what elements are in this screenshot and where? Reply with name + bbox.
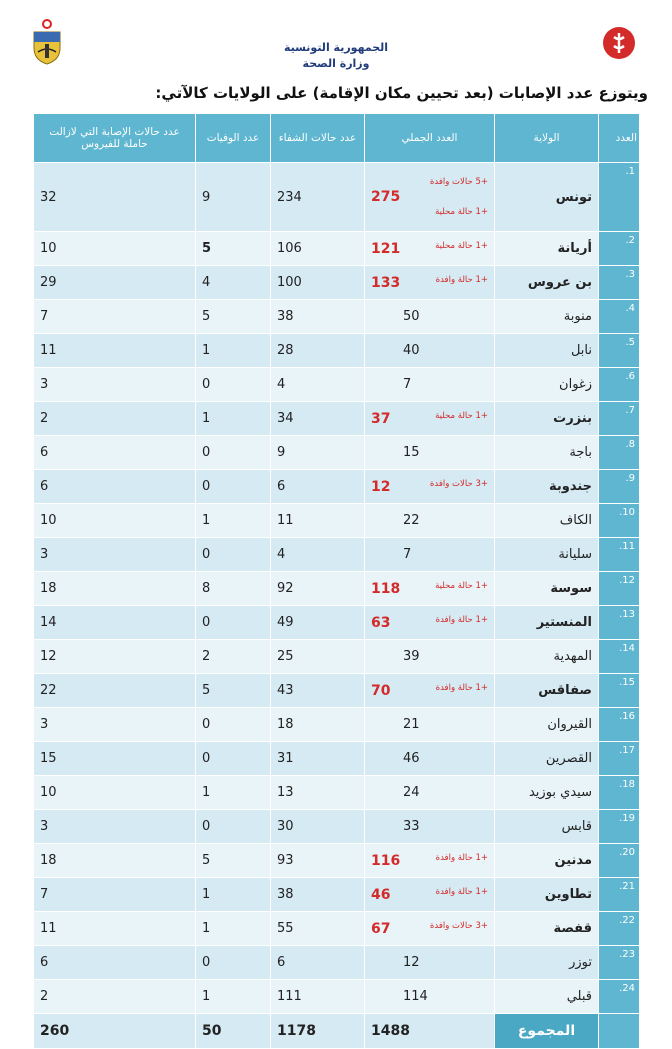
row-total [365, 844, 495, 878]
row-index: 11. [599, 538, 640, 572]
row-governorate: تطاوين [495, 878, 599, 912]
row-note: +1 حالة وافدة [435, 682, 488, 693]
row-note: +3 حالات وافدة [429, 478, 488, 489]
row-recovered: 28 [271, 334, 365, 368]
row-carriers: 3 [34, 708, 196, 742]
row-index: 19. [599, 810, 640, 844]
header-index: العدد [599, 114, 640, 163]
table-row [34, 810, 640, 844]
table-row [34, 912, 640, 946]
row-deaths: 1 [196, 878, 271, 912]
row-total [365, 232, 495, 266]
row-note: +1 حالة وافدة [435, 274, 488, 285]
row-carriers: 14 [34, 606, 196, 640]
row-total-value: 24 [403, 785, 420, 800]
row-index: 6. [599, 368, 640, 402]
row-deaths: 1 [196, 980, 271, 1014]
row-recovered: 43 [271, 674, 365, 708]
row-governorate: مدنين [495, 844, 599, 878]
row-note: +1 حالة محلية [435, 240, 488, 251]
totals-carriers: 260 [34, 1014, 196, 1049]
row-carriers: 6 [34, 470, 196, 504]
table-row [34, 708, 640, 742]
row-deaths: 0 [196, 946, 271, 980]
row-note: +1 حالة وافدة [435, 886, 488, 897]
row-note: +1 حالة محلية [435, 580, 488, 591]
row-index: 17. [599, 742, 640, 776]
row-recovered: 111 [271, 980, 365, 1014]
republic-label: الجمهورية التونسية [283, 41, 389, 54]
row-recovered: 93 [271, 844, 365, 878]
row-carriers: 10 [34, 776, 196, 810]
row-total [365, 266, 495, 300]
row-total [365, 504, 495, 538]
row-total-value: 46 [403, 751, 420, 766]
row-total [365, 538, 495, 572]
row-governorate: باجة [495, 436, 599, 470]
table-row [34, 946, 640, 980]
row-index: 4. [599, 300, 640, 334]
row-governorate: بنزرت [495, 402, 599, 436]
row-note: +3 حالات وافدة [429, 920, 488, 931]
row-governorate: تونس [495, 163, 599, 232]
header-deaths: عدد الوفيات [196, 114, 271, 163]
row-total [365, 470, 495, 504]
table-row [34, 163, 640, 232]
row-index: 24. [599, 980, 640, 1014]
row-deaths: 0 [196, 606, 271, 640]
row-total [365, 436, 495, 470]
row-recovered: 34 [271, 402, 365, 436]
totals-deaths: 50 [196, 1014, 271, 1049]
row-carriers: 6 [34, 436, 196, 470]
row-recovered: 6 [271, 470, 365, 504]
row-index: 13. [599, 606, 640, 640]
row-carriers: 3 [34, 368, 196, 402]
row-index: 14. [599, 640, 640, 674]
row-index: 21. [599, 878, 640, 912]
row-recovered: 30 [271, 810, 365, 844]
row-governorate: نابل [495, 334, 599, 368]
row-total-value: 15 [403, 445, 420, 460]
row-recovered: 4 [271, 368, 365, 402]
row-carriers: 7 [34, 878, 196, 912]
row-carriers: 15 [34, 742, 196, 776]
row-total-value: 12 [403, 955, 420, 970]
row-governorate: بن عروس [495, 266, 599, 300]
ministry-title [0, 40, 672, 72]
row-governorate: القصرين [495, 742, 599, 776]
table-row [34, 980, 640, 1014]
row-governorate: القيروان [495, 708, 599, 742]
table-row [34, 402, 640, 436]
ministry-label: وزارة الصحة [302, 57, 370, 70]
row-total-value: 7 [403, 377, 412, 392]
row-carriers: 18 [34, 844, 196, 878]
row-recovered: 9 [271, 436, 365, 470]
table-row [34, 674, 640, 708]
table-row [34, 470, 640, 504]
row-deaths: 1 [196, 776, 271, 810]
row-deaths: 5 [196, 232, 271, 266]
header-recovered: عدد حالات الشفاء [271, 114, 365, 163]
row-total-value: 116 [371, 852, 401, 869]
row-carriers: 18 [34, 572, 196, 606]
totals-label: المجموع [495, 1014, 599, 1049]
totals-row [34, 1014, 640, 1049]
row-total [365, 368, 495, 402]
row-recovered: 6 [271, 946, 365, 980]
row-carriers: 3 [34, 538, 196, 572]
row-total-value: 121 [371, 240, 401, 257]
row-total [365, 402, 495, 436]
row-total-value: 40 [403, 343, 420, 358]
row-carriers: 7 [34, 300, 196, 334]
row-carriers: 2 [34, 402, 196, 436]
row-total-value: 33 [403, 819, 420, 834]
row-index: 2. [599, 232, 640, 266]
row-total [365, 334, 495, 368]
row-note: +5 حالات وافدة [429, 177, 488, 187]
row-deaths: 9 [196, 163, 271, 232]
table-row [34, 266, 640, 300]
row-total-value: 133 [371, 274, 401, 291]
row-total [365, 912, 495, 946]
cases-table [33, 113, 640, 1049]
row-recovered: 55 [271, 912, 365, 946]
row-deaths: 8 [196, 572, 271, 606]
row-total-value: 50 [403, 309, 420, 324]
row-deaths: 5 [196, 674, 271, 708]
row-governorate: المنستير [495, 606, 599, 640]
row-note: +1 حالة وافدة [435, 614, 488, 625]
row-index: 16. [599, 708, 640, 742]
row-recovered: 106 [271, 232, 365, 266]
row-deaths: 5 [196, 300, 271, 334]
row-total-value: 118 [371, 580, 401, 597]
row-recovered: 234 [271, 163, 365, 232]
intro-text: ويتوزع عدد الإصابات (بعد تحيين مكان الإقامة) على الولايات كالآتي: [155, 84, 648, 102]
row-index: 5. [599, 334, 640, 368]
row-carriers: 11 [34, 334, 196, 368]
row-carriers: 11 [34, 912, 196, 946]
row-total-value: 275 [371, 189, 401, 205]
row-governorate: أريانة [495, 232, 599, 266]
table-row [34, 606, 640, 640]
row-deaths: 0 [196, 810, 271, 844]
row-index: 8. [599, 436, 640, 470]
table-header-row [34, 114, 640, 163]
row-carriers: 29 [34, 266, 196, 300]
row-index: 1. [599, 163, 640, 232]
row-deaths: 1 [196, 912, 271, 946]
row-total-value: 7 [403, 547, 412, 562]
row-carriers: 32 [34, 163, 196, 232]
row-recovered: 38 [271, 300, 365, 334]
table-row [34, 844, 640, 878]
row-governorate: سيدي بوزيد [495, 776, 599, 810]
row-deaths: 0 [196, 436, 271, 470]
row-governorate: قفصة [495, 912, 599, 946]
row-governorate: منوبة [495, 300, 599, 334]
row-total-value: 37 [371, 410, 391, 427]
header-governorate: الولاية [495, 114, 599, 163]
table-row [34, 504, 640, 538]
row-total [365, 640, 495, 674]
row-total [365, 810, 495, 844]
row-total [365, 776, 495, 810]
table-row [34, 776, 640, 810]
row-governorate: جندوبة [495, 470, 599, 504]
row-deaths: 1 [196, 402, 271, 436]
row-recovered: 92 [271, 572, 365, 606]
row-carriers: 10 [34, 232, 196, 266]
table-row [34, 232, 640, 266]
row-recovered: 4 [271, 538, 365, 572]
row-total [365, 742, 495, 776]
row-index: 15. [599, 674, 640, 708]
row-recovered: 25 [271, 640, 365, 674]
row-recovered: 100 [271, 266, 365, 300]
table-row [34, 436, 640, 470]
row-recovered: 18 [271, 708, 365, 742]
row-index: 10. [599, 504, 640, 538]
row-deaths: 4 [196, 266, 271, 300]
row-deaths: 1 [196, 504, 271, 538]
row-note: +1 حالة وافدة [435, 852, 488, 863]
row-index: 23. [599, 946, 640, 980]
row-total [365, 163, 495, 232]
row-deaths: 0 [196, 538, 271, 572]
row-governorate: زغوان [495, 368, 599, 402]
row-index: 3. [599, 266, 640, 300]
row-total-value: 21 [403, 717, 420, 732]
row-index: 20. [599, 844, 640, 878]
row-governorate: المهدية [495, 640, 599, 674]
health-ministry-logo-icon [602, 26, 636, 60]
table-row [34, 368, 640, 402]
row-governorate: سوسة [495, 572, 599, 606]
totals-recovered: 1178 [271, 1014, 365, 1049]
row-carriers: 2 [34, 980, 196, 1014]
row-note: +1 حالة محلية [435, 410, 488, 421]
row-deaths: 2 [196, 640, 271, 674]
row-carriers: 10 [34, 504, 196, 538]
row-governorate: توزر [495, 946, 599, 980]
row-total [365, 300, 495, 334]
row-total [365, 878, 495, 912]
row-carriers: 3 [34, 810, 196, 844]
row-total-value: 67 [371, 920, 391, 937]
row-index: 9. [599, 470, 640, 504]
row-governorate: الكاف [495, 504, 599, 538]
row-total-value: 70 [371, 682, 391, 699]
row-deaths: 0 [196, 368, 271, 402]
row-total-value: 114 [403, 989, 428, 1004]
row-total-value: 12 [371, 478, 391, 495]
row-total [365, 980, 495, 1014]
row-carriers: 6 [34, 946, 196, 980]
row-governorate: قبلي [495, 980, 599, 1014]
row-total-value: 63 [371, 614, 391, 631]
row-note: +1 حالة محلية [435, 207, 488, 217]
header-total: العدد الجملي [365, 114, 495, 163]
row-deaths: 0 [196, 470, 271, 504]
row-total [365, 606, 495, 640]
totals-total: 1488 [365, 1014, 495, 1049]
row-carriers: 22 [34, 674, 196, 708]
row-total-value: 39 [403, 649, 420, 664]
row-deaths: 1 [196, 334, 271, 368]
row-total [365, 674, 495, 708]
row-total [365, 572, 495, 606]
row-governorate: صفاقس [495, 674, 599, 708]
row-governorate: قابس [495, 810, 599, 844]
row-total-value: 46 [371, 886, 391, 903]
row-index: 18. [599, 776, 640, 810]
row-recovered: 13 [271, 776, 365, 810]
table-row [34, 640, 640, 674]
header-carriers: عدد حالات الإصابة التي لازالت حاملة للفيروس [34, 114, 196, 163]
table-row [34, 878, 640, 912]
table-row [34, 572, 640, 606]
row-index: 12. [599, 572, 640, 606]
row-governorate: سليانة [495, 538, 599, 572]
row-deaths: 0 [196, 708, 271, 742]
row-carriers: 12 [34, 640, 196, 674]
row-index: 22. [599, 912, 640, 946]
row-recovered: 38 [271, 878, 365, 912]
row-total-value: 22 [403, 513, 420, 528]
row-recovered: 49 [271, 606, 365, 640]
page-header [0, 0, 672, 80]
row-total [365, 708, 495, 742]
row-recovered: 11 [271, 504, 365, 538]
table-row [34, 300, 640, 334]
row-total [365, 946, 495, 980]
table-row [34, 334, 640, 368]
table-row [34, 742, 640, 776]
totals-index [599, 1014, 640, 1049]
row-index: 7. [599, 402, 640, 436]
row-deaths: 5 [196, 844, 271, 878]
row-recovered: 31 [271, 742, 365, 776]
table-row [34, 538, 640, 572]
row-deaths: 0 [196, 742, 271, 776]
